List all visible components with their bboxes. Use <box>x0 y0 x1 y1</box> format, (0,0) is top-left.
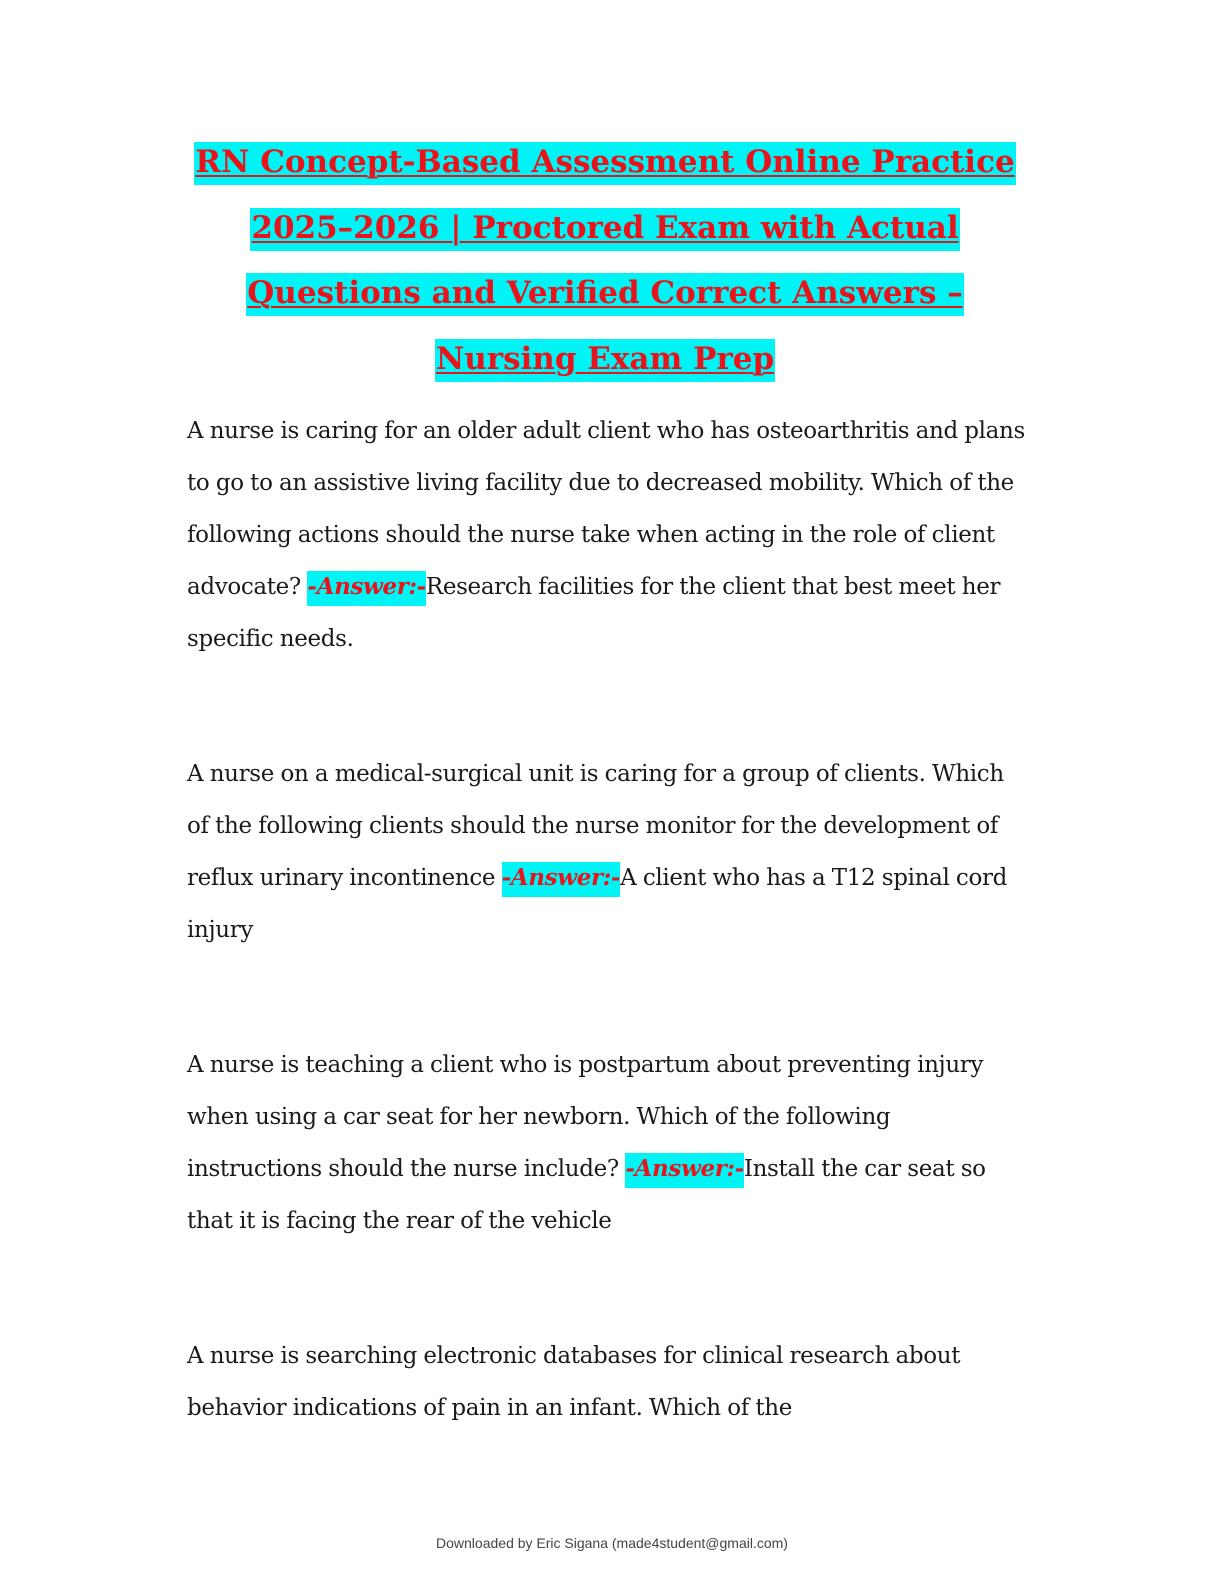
title-line: RN Concept-Based Assessment Online Practice <box>150 130 1060 196</box>
question-item-4 <box>187 1330 1027 1434</box>
title-line: Questions and Verified Correct Answers – <box>150 261 1060 327</box>
answer-label: -Answer:- <box>625 1153 744 1188</box>
question-text: A nurse is caring for an older adult client who has osteoarthritis and plans to go to an assistive living facility due to decreased mobility. Which of the following actions should the nurse take when acting in the role of client advocate? <box>187 418 1025 600</box>
answer-label: -Answer:- <box>502 862 621 897</box>
answer-label: -Answer:- <box>307 571 426 606</box>
download-footer: Downloaded by Eric Sigana (made4student@gmail.com) <box>436 1535 788 1551</box>
answer-text: Install the car seat so that it is facing the rear of the vehicle <box>187 1156 986 1234</box>
answer-text: A client who has a T12 spinal cord injury <box>187 865 1007 943</box>
answer-text: Research facilities for the client that best meet her specific needs. <box>187 574 1001 652</box>
question-text: A nurse on a medical-surgical unit is caring for a group of clients. Which of the following clients should the nurse monitor for the development of reflux urinary incontinence <box>187 761 1004 891</box>
question-text: A nurse is searching electronic databases for clinical research about behavior indications of pain in an infant. Which of the <box>187 1343 961 1421</box>
question-text: A nurse is teaching a client who is postpartum about preventing injury when using a car seat for her newborn. Which of the following instructions should the nurse include? <box>187 1052 984 1182</box>
document-title <box>150 130 1060 392</box>
question-item-3 <box>187 1039 1027 1247</box>
title-line: 2025–2026 | Proctored Exam with Actual <box>150 196 1060 262</box>
question-item-1 <box>187 405 1027 665</box>
title-line: Nursing Exam Prep <box>150 327 1060 393</box>
question-item-2 <box>187 748 1027 956</box>
